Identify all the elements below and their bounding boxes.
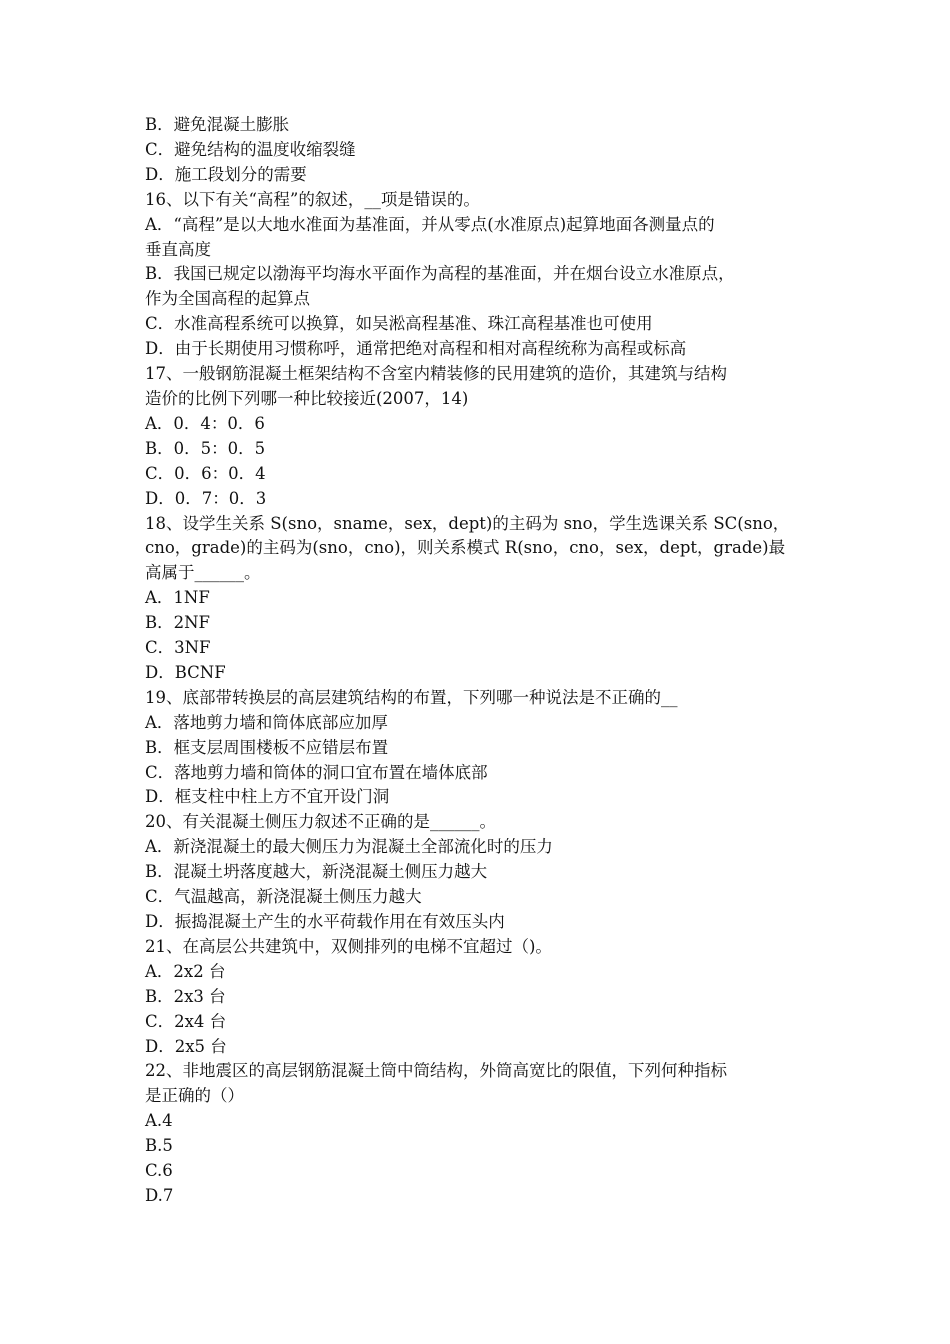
question-17-line1: 17、一般钢筋混凝土框架结构不含室内精装修的民用建筑的造价，其建筑与结构 — [145, 364, 727, 384]
option-a-q20: A．新浇混凝土的最大侧压力为混凝土全部流化时的压力 — [145, 837, 553, 857]
option-c-q17: C．0．6：0．4 — [145, 463, 266, 483]
option-d-q19: D．框支柱中柱上方不宜开设门洞 — [145, 787, 390, 807]
option-b-q20: B．混凝土坍落度越大，新浇混凝土侧压力越大 — [145, 862, 488, 882]
question-22-line1: 22、非地震区的高层钢筋混凝土筒中筒结构，外筒高宽比的限值，下列何种指标 — [145, 1061, 727, 1081]
option-c-q20: C．气温越高，新浇混凝土侧压力越大 — [145, 887, 422, 907]
option-d-q20: D．振捣混凝土产生的水平荷载作用在有效压头内 — [145, 912, 505, 931]
option-a-q22: A.4 — [145, 1111, 173, 1131]
question-22-line2: 是正确的（） — [145, 1086, 244, 1106]
option-c-q19: C．落地剪力墙和筒体的洞口宜布置在墙体底部 — [145, 762, 488, 782]
option-d-q22: D.7 — [145, 1185, 174, 1205]
option-c-q18: C．3NF — [145, 638, 211, 658]
option-b-q18: B．2NF — [145, 613, 211, 633]
option-b-q21: B．2x3 台 — [145, 986, 226, 1006]
option-d-q16: D．由于长期使用习惯称呼，通常把绝对高程和相对高程统称为高程或标高 — [145, 339, 687, 359]
option-c-q21: C．2x4 台 — [145, 1011, 227, 1031]
question-21: 21、在高层公共建筑中，双侧排列的电梯不宜超过（)。 — [145, 936, 552, 956]
option-d-q21: D．2x5 台 — [145, 1036, 227, 1056]
option-b-q17: B．0．5：0．5 — [145, 438, 266, 458]
option-a-q16-line1: A．“高程”是以大地水准面为基准面，并从零点(水准原点)起算地面各测量点的 — [145, 214, 715, 234]
option-c-q15: C．避免结构的温度收缩裂缝 — [145, 139, 356, 159]
option-c-q16: C．水准高程系统可以换算，如吴淞高程基准、珠江高程基准也可使用 — [145, 314, 653, 334]
question-16: 16、以下有关“高程”的叙述，__项是错误的。 — [145, 189, 480, 209]
option-b-q19: B．框支层周围楼板不应错层布置 — [145, 737, 389, 757]
option-a-q21: A．2x2 台 — [145, 961, 226, 981]
option-a-q17: A．0．4：0．6 — [145, 413, 265, 433]
question-18-line2: cno，grade)的主码为(sno，cno)，则关系模式 R(sno，cno，sex，dept，grade)最 — [145, 538, 786, 558]
option-d-q15: D．施工段划分的需要 — [145, 164, 307, 184]
document-page — [145, 113, 810, 1209]
question-18-line3: 高属于______。 — [145, 563, 261, 583]
question-20: 20、有关混凝土侧压力叙述不正确的是______。 — [145, 812, 496, 832]
option-b-q15: B．避免混凝土膨胀 — [145, 115, 290, 134]
option-b-q16-line2: 作为全国高程的起算点 — [145, 289, 310, 309]
question-19: 19、底部带转换层的高层建筑结构的布置，下列哪一种说法是不正确的__ — [145, 687, 678, 707]
option-a-q19: A．落地剪力墙和筒体底部应加厚 — [145, 712, 388, 732]
option-d-q17: D．0．7：0．3 — [145, 488, 267, 508]
option-b-q22: B.5 — [145, 1136, 173, 1156]
option-c-q22: C.6 — [145, 1161, 173, 1181]
question-17-line2: 造价的比例下列哪一种比较接近(2007，14) — [145, 388, 469, 408]
question-18-line1: 18、设学生关系 S(sno，sname，sex，dept)的主码为 sno，学生选课关系 SC(sno， — [145, 513, 790, 533]
option-a-q16-line2: 垂直高度 — [145, 239, 211, 259]
option-d-q18: D．BCNF — [145, 662, 226, 682]
option-b-q16-line1: B．我国已规定以渤海平均海水平面作为高程的基准面，并在烟台设立水准原点， — [145, 264, 735, 284]
option-a-q18: A．1NF — [145, 588, 210, 608]
